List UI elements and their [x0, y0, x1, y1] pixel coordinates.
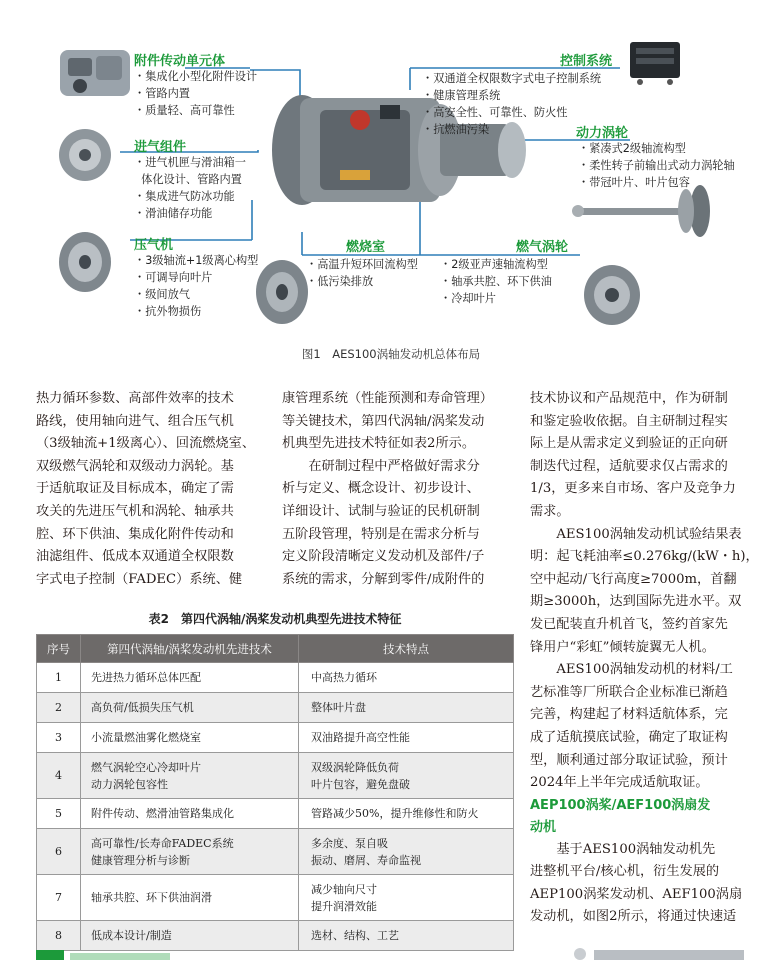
table-row [37, 693, 514, 723]
text-line: 油滤组件、低成本双通道全权限数 [36, 549, 234, 565]
text-line: 成了适航摸底试验，确定了取证构 [530, 729, 728, 745]
bullet: ・高安全性、可靠性、防火性 [422, 106, 568, 119]
cell-tech [81, 921, 299, 951]
cell-feature [299, 875, 514, 921]
accessory-gearbox-image [60, 50, 130, 96]
text-line: 双级燃气涡轮和双级动力涡轮。基 [36, 458, 234, 474]
bullet: ・低污染排放 [306, 275, 374, 288]
table-row [37, 663, 514, 693]
component-bullets-combustor [306, 256, 418, 290]
header-tech: 第四代涡轴/涡桨发动机先进技术 [81, 635, 299, 663]
bullet: ・管路内置 [134, 87, 190, 100]
text-line: 完善，构建起了材料适航体系，完 [530, 707, 728, 723]
engine-layout-figure [0, 0, 782, 368]
component-title-power-turbine: 动力涡轮 [576, 126, 629, 141]
bullet: ・冷却叶片 [440, 292, 496, 305]
cell-line: 轴承共腔、环下供油润滑 [91, 891, 212, 904]
text-line: 进整机平台/核心机，衍生发展的 [530, 864, 720, 880]
text-line: 字式电子控制（FADEC）系统、健 [36, 571, 243, 587]
text-line: （3级轴流+1级离心）、回流燃烧室、 [36, 436, 256, 452]
bullet: ・双通道全权限数字式电子控制系统 [422, 72, 602, 85]
cell-no: 1 [37, 663, 81, 693]
table-row [37, 753, 514, 799]
bullet: ・可调导向叶片 [134, 271, 213, 284]
cell-tech [81, 829, 299, 875]
text-line: 1/3，更多来自市场、客户及竞争力 [530, 481, 736, 497]
cell-line: 中高热力循环 [311, 671, 377, 684]
text-line: 需求。 [530, 503, 570, 519]
footer-logo [560, 944, 760, 960]
bullet: ・3级轴流+1级离心构型 [134, 254, 259, 267]
section-heading: AEP100涡桨/AEF100涡扇发 动机 [530, 797, 711, 835]
text-line: 康管理系统（性能预测和寿命管理） [282, 391, 493, 406]
cell-tech [81, 753, 299, 799]
text-line: 于适航取证及目标成本，确定了需 [36, 481, 234, 497]
component-title-inlet: 进气组件 [134, 140, 187, 155]
cell-feature [299, 723, 514, 753]
component-bullets-control [422, 70, 601, 138]
text-line: 明：起飞耗油率≤0.276kg/(kW・h)， [530, 549, 759, 565]
text-line: 热力循环参数、高部件效率的技术 [36, 391, 234, 406]
text-line: 等关键技术，第四代涡轴/涡桨发动 [282, 413, 485, 429]
power-turbine-image [572, 185, 710, 237]
text-line: 机典型先进技术特征如表2所示。 [282, 436, 476, 452]
table-row [37, 799, 514, 829]
table-row [37, 829, 514, 875]
text-line: 型，顺利通过部分取证试验，预计 [530, 752, 728, 768]
cell-tech [81, 663, 299, 693]
cell-line: 叶片包容，避免盘破 [311, 777, 410, 791]
text-line: 期≥3000h，达到国际先进水平。双 [530, 594, 742, 610]
cell-line: 动力涡轮包容性 [91, 777, 168, 791]
text-line: 发已配装直升机首飞，签约首家先 [530, 616, 728, 632]
text-line: AES100涡轴发动机试验结果表 [556, 526, 742, 542]
component-bullets-inlet [134, 154, 246, 222]
text-line: 技术协议和产品规范中，作为研制 [530, 391, 728, 406]
component-bullets-compressor [134, 252, 258, 320]
cell-line: 高可靠性/长寿命FADEC系统 [91, 836, 234, 850]
bullet: ・带冠叶片、叶片包容 [578, 176, 690, 189]
text-line: 在研制过程中严格做好需求分 [308, 458, 480, 474]
cell-no: 8 [37, 921, 81, 951]
text-line: 制迭代过程，适航要求仅占需求的 [530, 458, 728, 474]
footer-brand-bar [36, 950, 176, 960]
tech-table [36, 634, 514, 951]
cell-line: 多余度、泵自吸 [311, 836, 388, 850]
cell-no: 6 [37, 829, 81, 875]
table-header-row [37, 635, 514, 663]
cell-line: 低成本设计/制造 [91, 929, 172, 942]
cell-line: 减少轴向尺寸 [311, 882, 377, 896]
bullet: ・紧凑式2级轴流构型 [578, 142, 686, 155]
cell-feature [299, 799, 514, 829]
cell-line: 管路减少50%，提升维修性和防火 [311, 807, 479, 820]
bullet: ・集成进气防冰功能 [134, 190, 235, 203]
component-title-accessory: 附件传动单元体 [134, 54, 226, 69]
bullet: ・抗燃油污染 [422, 123, 490, 136]
table-row [37, 723, 514, 753]
bullet: ・级间放气 [134, 288, 190, 301]
cell-line: 双油路提升高空性能 [311, 731, 410, 744]
gas-turbine-image [584, 265, 640, 325]
body-column-1 [36, 388, 266, 591]
cell-line: 燃气涡轮空心冷却叶片 [91, 760, 201, 774]
component-bullets-power-turbine [578, 140, 735, 191]
table-row [37, 921, 514, 951]
component-title-control: 控制系统 [560, 54, 613, 69]
bullet: ・高温升短环回流构型 [306, 258, 418, 271]
cell-line: 振动、磨屑、寿命监视 [311, 853, 421, 867]
text-line: 腔、环下供油、集成化附件传动和 [36, 526, 234, 542]
text-line: 锋用户“彩虹”倾转旋翼无人机。 [530, 639, 715, 655]
text-line: 系统的需求，分解到零件/成附件的 [282, 571, 485, 587]
cell-line: 附件传动、燃滑油管路集成化 [91, 807, 234, 820]
text-line: 发动机，如图2所示，将通过快速适 [530, 909, 737, 925]
cell-feature [299, 921, 514, 951]
bullet: ・进气机匣与滑油箱一 [134, 156, 246, 169]
cell-feature [299, 829, 514, 875]
text-line: 艺标准等厂所联合企业标准已渐趋 [530, 684, 728, 700]
text-line: 路线，使用轴向进气、组合压气机 [36, 413, 234, 429]
text-line: AES100涡轴发动机的材料/工 [556, 662, 733, 678]
cell-line: 小流量燃油雾化燃烧室 [91, 731, 201, 744]
bullet: ・轴承共腔、环下供油 [440, 275, 552, 288]
cell-line: 双级涡轮降低负荷 [311, 760, 399, 774]
text-line: 攻关的先进压气机和涡轮、轴承共 [36, 503, 234, 519]
bullet: ・质量轻、高可靠性 [134, 104, 235, 117]
text-line: 定义阶段清晰定义发动机及部件/子 [282, 549, 485, 565]
cell-no: 5 [37, 799, 81, 829]
table-row [37, 875, 514, 921]
text-line: 际上是从需求定义到验证的正向研 [530, 436, 728, 452]
cell-no: 2 [37, 693, 81, 723]
bullet: ・柔性转子前输出式动力涡轮轴 [578, 159, 735, 172]
text-line: 基于AES100涡轴发动机先 [556, 841, 716, 857]
cell-tech [81, 799, 299, 829]
component-title-combustor: 燃烧室 [346, 240, 386, 255]
cell-line: 先进热力循环总体匹配 [91, 671, 201, 684]
cell-line: 提升润滑效能 [311, 899, 377, 913]
compressor-image [59, 232, 111, 292]
table-title: 表2 第四代涡轴/涡桨发动机典型先进技术特征 [148, 612, 402, 626]
body-column-2 [282, 388, 514, 591]
control-unit-image [630, 42, 680, 85]
cell-no: 7 [37, 875, 81, 921]
cell-tech [81, 723, 299, 753]
figure-caption: 图1 AES100涡轴发动机总体布局 [301, 347, 481, 361]
component-title-compressor: 压气机 [134, 238, 174, 253]
component-title-gas-turbine: 燃气涡轮 [516, 240, 569, 255]
cell-tech [81, 875, 299, 921]
combustor-image [256, 260, 308, 324]
text-line: 空中起动/飞行高度≥7000m，首翻 [530, 571, 737, 587]
text-line: 五阶段管理，特别是在需求分析与 [282, 526, 480, 542]
component-bullets-accessory [134, 68, 257, 119]
cell-no: 3 [37, 723, 81, 753]
text-line: 析与定义、概念设计、初步设计、 [282, 481, 480, 497]
cell-line: 健康管理分析与诊断 [91, 853, 190, 867]
bullet: ・健康管理系统 [422, 89, 501, 102]
header-feature: 技术特点 [299, 635, 514, 663]
text-line: 2024年上半年完成适航取证。 [530, 775, 709, 791]
bullet: ・抗外物损伤 [134, 305, 202, 318]
cell-feature [299, 693, 514, 723]
bullet: ・2级亚声速轴流构型 [440, 258, 548, 271]
text-line: AEP100涡桨发动机、AEF100涡扇 [530, 886, 743, 902]
cell-line: 选材、结构、工艺 [311, 929, 399, 942]
inlet-assembly-image [59, 129, 111, 181]
component-bullets-gas-turbine [440, 256, 552, 307]
bullet: ・滑油储存功能 [134, 207, 213, 220]
cell-feature [299, 663, 514, 693]
bullet: ・集成化小型化附件设计 [134, 70, 258, 83]
bullet: 体化设计、管路内置 [141, 173, 242, 186]
header-no: 序号 [37, 635, 81, 663]
cell-no: 4 [37, 753, 81, 799]
body-column-3 [530, 388, 759, 929]
cell-line: 高负荷/低损失压气机 [91, 701, 194, 714]
text-line: 详细设计、试制与验证的民机研制 [282, 503, 480, 519]
cell-feature [299, 753, 514, 799]
cell-line: 整体叶片盘 [311, 701, 366, 714]
text-line: 和鉴定验收依据。自主研制过程实 [530, 413, 728, 429]
cell-tech [81, 693, 299, 723]
